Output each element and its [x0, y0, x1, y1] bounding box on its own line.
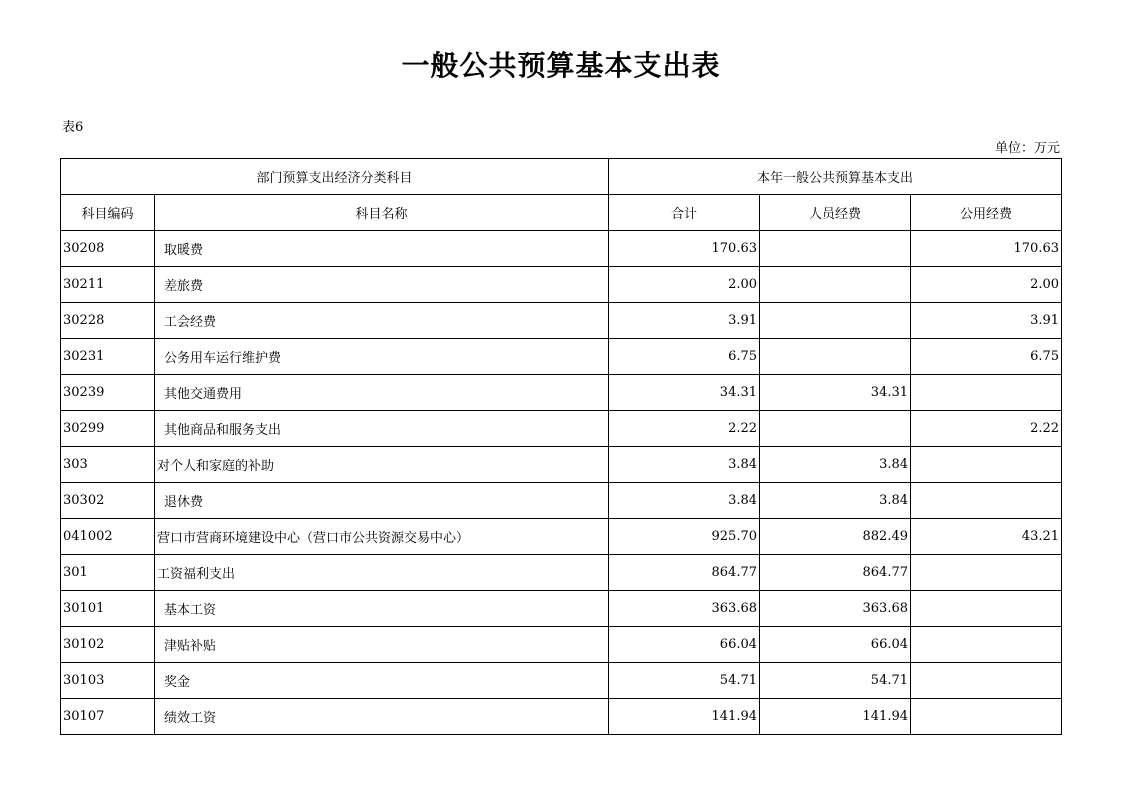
header-row-group: [61, 159, 1062, 195]
cell-public: [911, 591, 1062, 627]
table-row: [61, 483, 1062, 519]
table-row: [61, 663, 1062, 699]
cell-name: 退休费: [155, 483, 609, 519]
table-row: [61, 699, 1062, 735]
cell-total: 925.70: [609, 519, 760, 555]
cell-name: 公务用车运行维护费: [155, 339, 609, 375]
cell-public: [911, 555, 1062, 591]
cell-public: [911, 375, 1062, 411]
header-public: 公用经费: [911, 195, 1062, 231]
cell-public: 2.22: [911, 411, 1062, 447]
cell-public: 43.21: [911, 519, 1062, 555]
cell-total: 6.75: [609, 339, 760, 375]
table-row: [61, 375, 1062, 411]
cell-name: 基本工资: [155, 591, 609, 627]
cell-total: 170.63: [609, 231, 760, 267]
cell-total: 864.77: [609, 555, 760, 591]
cell-public: 2.00: [911, 267, 1062, 303]
header-personnel: 人员经费: [760, 195, 911, 231]
table-number: 表6: [62, 120, 84, 135]
table-row: [61, 231, 1062, 267]
table-row: [61, 627, 1062, 663]
cell-code: 301: [61, 555, 155, 591]
cell-code: 30228: [61, 303, 155, 339]
cell-code: 041002: [61, 519, 155, 555]
cell-code: 303: [61, 447, 155, 483]
cell-personnel: 864.77: [760, 555, 911, 591]
cell-personnel: 3.84: [760, 447, 911, 483]
table-row: [61, 447, 1062, 483]
table-row: [61, 411, 1062, 447]
header-code: 科目编码: [61, 195, 155, 231]
cell-public: [911, 483, 1062, 519]
cell-personnel: [760, 231, 911, 267]
cell-name: 营口市营商环境建设中心（营口市公共资源交易中心）: [155, 519, 609, 555]
cell-code: 30231: [61, 339, 155, 375]
cell-code: 30302: [61, 483, 155, 519]
cell-name: 工会经费: [155, 303, 609, 339]
cell-code: 30299: [61, 411, 155, 447]
table-row: [61, 339, 1062, 375]
cell-personnel: [760, 303, 911, 339]
cell-code: 30211: [61, 267, 155, 303]
cell-name: 工资福利支出: [155, 555, 609, 591]
cell-name: 取暖费: [155, 231, 609, 267]
cell-personnel: [760, 339, 911, 375]
table-row: [61, 267, 1062, 303]
table-row: [61, 519, 1062, 555]
cell-personnel: 34.31: [760, 375, 911, 411]
cell-personnel: 54.71: [760, 663, 911, 699]
cell-personnel: 882.49: [760, 519, 911, 555]
cell-name: 绩效工资: [155, 699, 609, 735]
unit-label: 单位：万元: [994, 141, 1060, 156]
cell-public: 6.75: [911, 339, 1062, 375]
cell-name: 其他商品和服务支出: [155, 411, 609, 447]
cell-name: 其他交通费用: [155, 375, 609, 411]
cell-total: 3.84: [609, 447, 760, 483]
table-row: [61, 303, 1062, 339]
cell-personnel: 3.84: [760, 483, 911, 519]
cell-code: 30107: [61, 699, 155, 735]
cell-name: 差旅费: [155, 267, 609, 303]
cell-total: 2.22: [609, 411, 760, 447]
page-title: 一般公共预算基本支出表: [401, 49, 721, 82]
cell-total: 141.94: [609, 699, 760, 735]
cell-personnel: [760, 267, 911, 303]
cell-public: [911, 699, 1062, 735]
budget-table: [60, 158, 1062, 735]
cell-public: [911, 447, 1062, 483]
cell-personnel: 141.94: [760, 699, 911, 735]
cell-personnel: 66.04: [760, 627, 911, 663]
table-row: [61, 555, 1062, 591]
cell-personnel: 363.68: [760, 591, 911, 627]
cell-total: 2.00: [609, 267, 760, 303]
header-total: 合计: [609, 195, 760, 231]
table-body: [61, 231, 1062, 735]
header-name: 科目名称: [155, 195, 609, 231]
cell-name: 对个人和家庭的补助: [155, 447, 609, 483]
cell-total: 3.84: [609, 483, 760, 519]
cell-total: 54.71: [609, 663, 760, 699]
cell-code: 30239: [61, 375, 155, 411]
cell-public: 170.63: [911, 231, 1062, 267]
cell-code: 30102: [61, 627, 155, 663]
cell-public: [911, 663, 1062, 699]
cell-name: 津贴补贴: [155, 627, 609, 663]
header-classification-group: 部门预算支出经济分类科目: [61, 159, 609, 195]
cell-total: 3.91: [609, 303, 760, 339]
header-expenditure-group: 本年一般公共预算基本支出: [609, 159, 1062, 195]
cell-code: 30208: [61, 231, 155, 267]
cell-code: 30103: [61, 663, 155, 699]
cell-total: 34.31: [609, 375, 760, 411]
cell-name: 奖金: [155, 663, 609, 699]
cell-public: [911, 627, 1062, 663]
cell-code: 30101: [61, 591, 155, 627]
cell-total: 363.68: [609, 591, 760, 627]
header-row-columns: [61, 195, 1062, 231]
table-row: [61, 591, 1062, 627]
cell-personnel: [760, 411, 911, 447]
cell-total: 66.04: [609, 627, 760, 663]
cell-public: 3.91: [911, 303, 1062, 339]
